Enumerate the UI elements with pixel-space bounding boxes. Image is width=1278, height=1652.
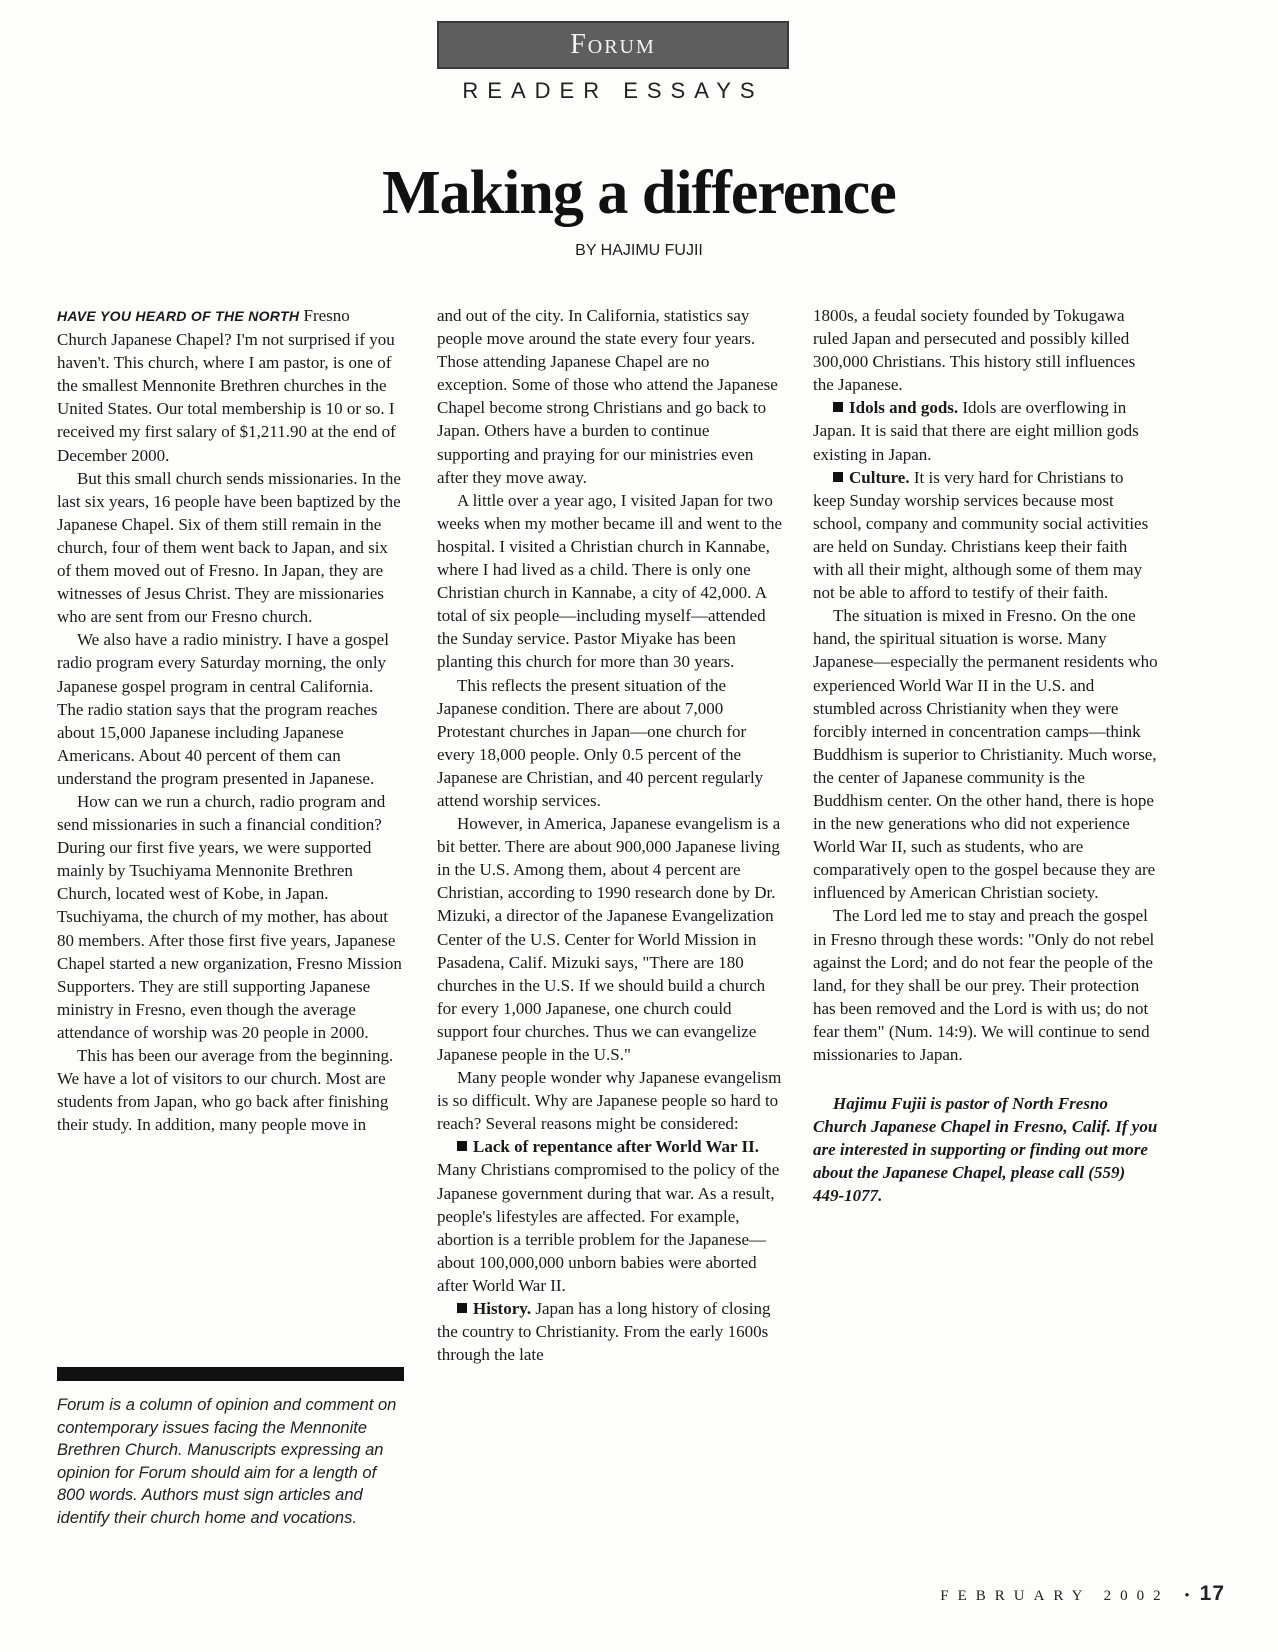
forum-note: Forum is a column of opinion and comment on contemporary issues facing the Mennonite Brethren Church. Manuscripts expressing an opinion for Forum should aim for a length of 800 words. Authors must sign articles and identify their church home and vocations. [57, 1396, 397, 1527]
divider-rule [57, 1367, 404, 1381]
paragraph-text: It is very hard for Christians to keep Sunday worship services because most school, company and community social activities are held on Sunday. Christians keep their faith with all their might, although some of them may not be able to afford to testify of their faith. [813, 467, 1149, 603]
paragraph [437, 1135, 783, 1297]
paragraph: However, in America, Japanese evangelism is a bit better. There are about 900,000 Japanese living in the U.S. Among them, about 4 percent are Christian, according to 1990 research done by Dr. Mizuki, a director of the Japanese Evangelization Center of the U.S. Center for World Mission in Pasadena, Calif. Mizuki says, "There are 180 churches in the U.S. If we should build a church for every 1,000 Japanese, one church could support four churches. Thus we can evangelize Japanese people in the U.S." [437, 814, 781, 1064]
paragraph: How can we run a church, radio program and send missionaries in such a financial condition? During our first five years, we were supported mainly by Tsuchiyama Mennonite Brethren Church, located west of Kobe, in Japan. Tsuchiyama, the church of my mother, has about 80 members. After those first five years, Japanese Chapel started a new organization, Fresno Mission Supporters. They are still supporting Japanese ministry in Fresno, even though the average attendance of worship was 20 people in 2000. [57, 791, 402, 1042]
paragraph [57, 304, 403, 467]
forum-banner [437, 21, 789, 69]
square-bullet-icon [457, 1303, 467, 1313]
article-column-2 [437, 304, 783, 1366]
paragraph: The situation is mixed in Fresno. On the one hand, the spiritual situation is worse. Many Japanese—especially the permanent residents who experienced World War II in the U.S. and stumbled across Christianity when they were forcibly interned in concentration camps—think Buddhism is superior to Christianity. Much worse, the center of Japanese community is the Buddhism center. On the other hand, there is hope in the new generations who did not experience World War II, such as students, who are comparatively open to the gospel because they are influenced by American Christian society. [813, 606, 1158, 903]
byline: BY HAJIMU FUJII [575, 242, 703, 259]
paragraph-text: Japan has a long history of closing the country to Christianity. From the early 1600s through the late [437, 1299, 771, 1365]
page-footer [795, 1582, 1225, 1606]
square-bullet-icon [833, 402, 843, 412]
paragraph [813, 396, 1159, 465]
paragraph [813, 466, 1159, 605]
article-title: Making a difference [382, 159, 896, 227]
paragraph-text: Idols are overflowing in Japan. It is said that there are eight million gods existing in Japan. [813, 398, 1139, 464]
subhead: Culture. [849, 467, 910, 487]
subhead: Lack of repentance after World War II. [473, 1137, 760, 1157]
lead-in: HAVE YOU HEARD OF THE NORTH [57, 308, 300, 324]
paragraph: 1800s, a feudal society founded by Tokugawa ruled Japan and persecuted and possibly killed 300,000 Christians. This history still influences the Japanese. [813, 306, 1136, 395]
paragraph-text: Fresno Church Japanese Chapel? I'm not surprised if you haven't. This church, where I am pastor, is one of the smallest Mennonite Brethren churches in the United States. Our total membership is 10 or so. I received my first salary of $1,211.90 at the end of December 2000. [57, 306, 396, 465]
paragraph: This reflects the present situation of the Japanese condition. There are about 7,000 Protestant churches in Japan—one church for every 18,000 people. Only 0.5 percent of the Japanese are Christian, and 40 percent regularly attend worship services. [437, 675, 764, 810]
author-bio: Hajimu Fujii is pastor of North Fresno Church Japanese Chapel in Fresno, Calif. If you are interested in supporting or finding out more about the Japanese Chapel, please call (559) 449-1077. [813, 1094, 1158, 1206]
footer-separator: • [1184, 1588, 1190, 1604]
banner-title: Forum [570, 29, 656, 60]
issue-date: FEBRUARY 2002 [940, 1588, 1170, 1604]
paragraph: But this small church sends missionaries. In the last six years, 16 people have been baptized by the Japanese Chapel. Six of them still remain in the church, four of them went back to Japan, and six of them moved out of Fresno. In Japan, they are witnesses of Jesus Christ. They are missionaries who are sent from our Fresno church. [57, 468, 401, 627]
paragraph: and out of the city. In California, statistics say people move around the state every four years. Those attending Japanese Chapel are no exception. Some of those who attend the Japanese Chapel become strong Christians and go back to Japan. Others have a burden to continue supporting and praying for our ministries even after they move away. [437, 306, 778, 487]
subhead: Idols and gods. [849, 398, 959, 418]
paragraph: Many people wonder why Japanese evangelism is so difficult. Why are Japanese people so hard to reach? Several reasons might be considered: [437, 1068, 782, 1134]
paragraph-text: Many Christians compromised to the policy of the Japanese government during that war. As a result, people's lifestyles are affected. For example, abortion is a terrible problem for the Japanese—about 100,000,000 unborn babies were aborted after World War II. [437, 1160, 780, 1295]
subhead: History. [473, 1299, 532, 1319]
paragraph: We also have a radio ministry. I have a gospel radio program every Saturday morning, the only Japanese gospel program in central California. The radio station says that the program reaches about 15,000 Japanese including Japanese Americans. About 40 percent of them can understand the program presented in Japanese. [57, 630, 389, 788]
square-bullet-icon [457, 1141, 467, 1151]
paragraph: This has been our average from the beginning. We have a lot of visitors to our church. Most are students from Japan, who go back after finishing their study. In addition, many people move in [57, 1046, 394, 1135]
paragraph: The Lord led me to stay and preach the gospel in Fresno through these words: "Only do not rebel against the Lord; and do not fear the people of the land, for they shall be our prey. Their protection has been removed and the Lord is with us; do not fear them" (Num. 14:9). We will continue to send missionaries to Japan. [813, 906, 1155, 1064]
square-bullet-icon [833, 472, 843, 482]
paragraph: A little over a year ago, I visited Japan for two weeks when my mother became ill and went to the hospital. I visited a Christian church in Kannabe, where I had lived as a child. There is only one Christian church in Kannabe, a city of 42,000. A total of six people—including myself—attended the Sunday service. Pastor Miyake has been planting this church for more than 30 years. [437, 490, 783, 672]
article-column-3 [813, 304, 1159, 1208]
section-label: READER ESSAYS [462, 78, 764, 103]
page-number: 17 [1199, 1582, 1225, 1605]
article-column-1 [57, 304, 403, 1136]
paragraph [437, 1297, 783, 1366]
